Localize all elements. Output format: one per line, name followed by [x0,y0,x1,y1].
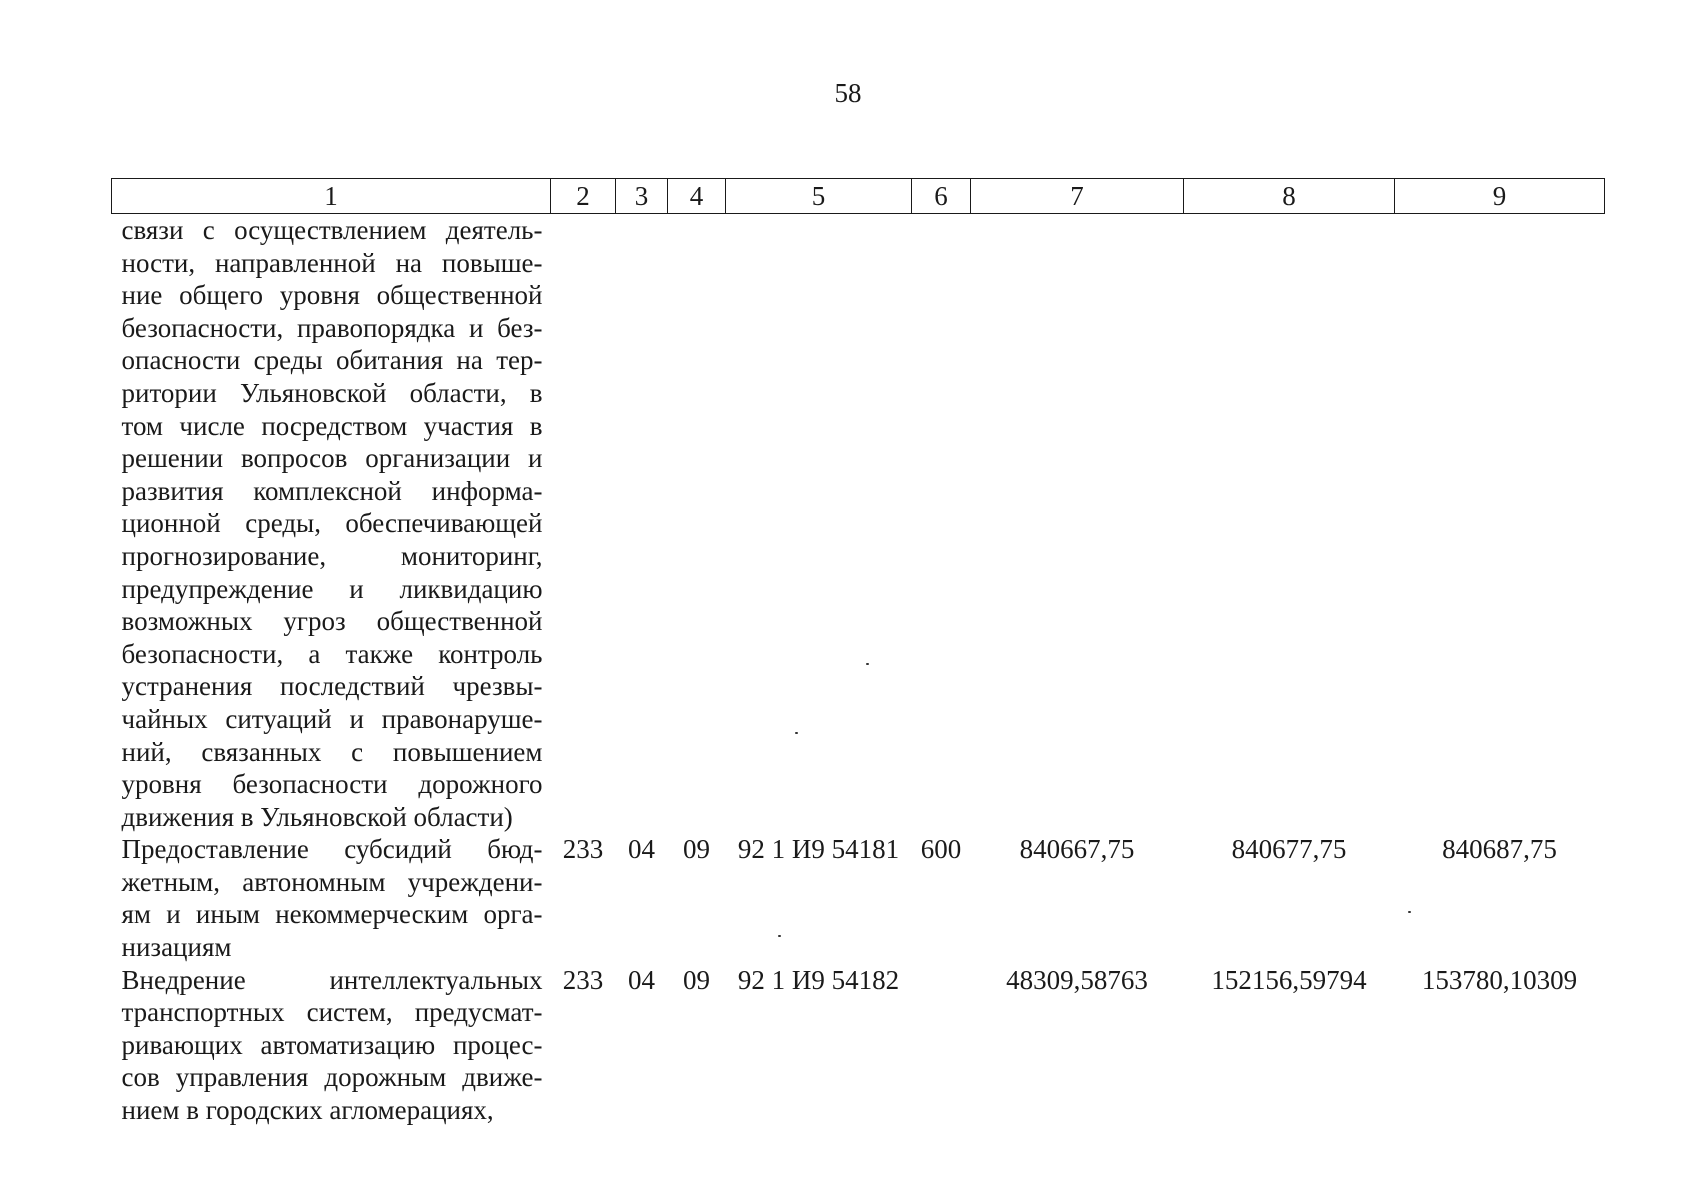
row-col-6-expense-type: 600 [920,834,962,865]
row-col-8-amount [1184,214,1395,834]
description-line: жетным, автономным учреждени- [121,866,543,897]
row-description [112,833,551,963]
row-col-6-expense-type [912,964,971,1127]
column-header-9: 9 [1395,179,1605,214]
row-col-3-section: 04 [628,964,655,995]
column-header-5: 5 [726,179,912,214]
description-line: возможных угроз общественной [121,606,543,637]
table-body [112,214,1605,1127]
row-col-4-subsection: 09 [683,834,710,865]
column-header-4: 4 [668,179,726,214]
description-line: опасности среды обитания на тер- [121,345,543,376]
description-line: Внедрение интеллектуальных [121,964,543,995]
column-header-7: 7 [971,179,1184,214]
description-line: прогнозирование, мониторинг, [121,540,543,571]
scan-speck [1408,911,1411,913]
description-line: ний, связанных с повышением [121,736,543,767]
table-row [112,214,1605,834]
description-line: развития комплексной информа- [121,475,543,506]
description-line: ривающих автоматизацию процес- [121,1029,543,1060]
description-line: безопасности, правопорядка и без- [121,312,543,343]
row-col-4-subsection: 09 [683,964,710,995]
description-line: Предоставление субсидий бюд- [121,834,543,865]
description-line: ние общего уровня общественной [121,280,543,311]
table-row [112,964,1605,1127]
description-line: решении вопросов организации и [121,443,543,474]
table-header-row [112,179,1605,214]
description-line: нием в городских агломерациях, [121,1095,494,1126]
description-line: уровня безопасности дорожного [121,769,543,800]
scan-speck [778,935,781,937]
scan-speck [866,663,869,665]
column-header-1: 1 [112,179,551,214]
column-header-6: 6 [912,179,971,214]
row-col-9-amount: 840687,75 [1442,834,1557,865]
row-col-2-code: 233 [562,834,604,865]
row-col-2-code: 233 [562,964,604,995]
row-col-6-expense-type [912,214,971,834]
row-col-5-target-item [726,214,912,834]
row-col-7-amount: 840667,75 [1019,834,1135,865]
column-header-2: 2 [551,179,616,214]
description-line: ям и иным некоммерческим орга- [121,899,543,930]
row-col-7-amount: 48309,58763 [1006,964,1148,995]
description-line: чайных ситуаций и правонаруше- [121,703,543,734]
budget-table [111,178,1605,1127]
row-col-7-amount [971,214,1184,834]
column-header-3: 3 [616,179,668,214]
table-row [112,833,1605,963]
row-col-3-section [616,214,668,834]
row-col-9-amount: 153780,10309 [1421,964,1578,995]
description-line: сов управления дорожным движе- [121,1062,543,1093]
description-line: связи с осуществлением деятель- [121,215,543,245]
description-line: безопасности, а также контроль [121,638,543,669]
description-line: транспортных систем, предусмат- [121,997,543,1028]
row-col-3-section: 04 [628,834,655,865]
description-line: ционной среды, обеспечивающей [121,508,543,539]
description-line: движения в Ульяновской области) [121,801,513,832]
column-header-8: 8 [1184,179,1395,214]
row-description [112,964,551,1127]
row-col-5-target-item: 92 1 И9 54182 [737,964,900,995]
description-line: предупреждение и ликвидацию [121,573,543,604]
row-col-2-code [551,214,616,834]
description-line: том числе посредством участия в [121,410,543,441]
row-col-4-subsection [668,214,726,834]
row-col-8-amount: 840677,75 [1231,834,1347,865]
row-col-5-target-item: 92 1 И9 54181 [737,834,900,865]
row-col-8-amount: 152156,59794 [1211,964,1367,995]
row-description [112,214,551,834]
description-line: устранения последствий чрезвы- [121,671,543,702]
description-line: ритории Ульяновской области, в [121,377,543,408]
description-line: ности, направленной на повыше- [121,247,543,278]
page-number: 58 [834,78,862,108]
row-col-9-amount [1395,214,1605,834]
scan-speck [795,732,798,734]
description-line: низациям [121,932,232,963]
